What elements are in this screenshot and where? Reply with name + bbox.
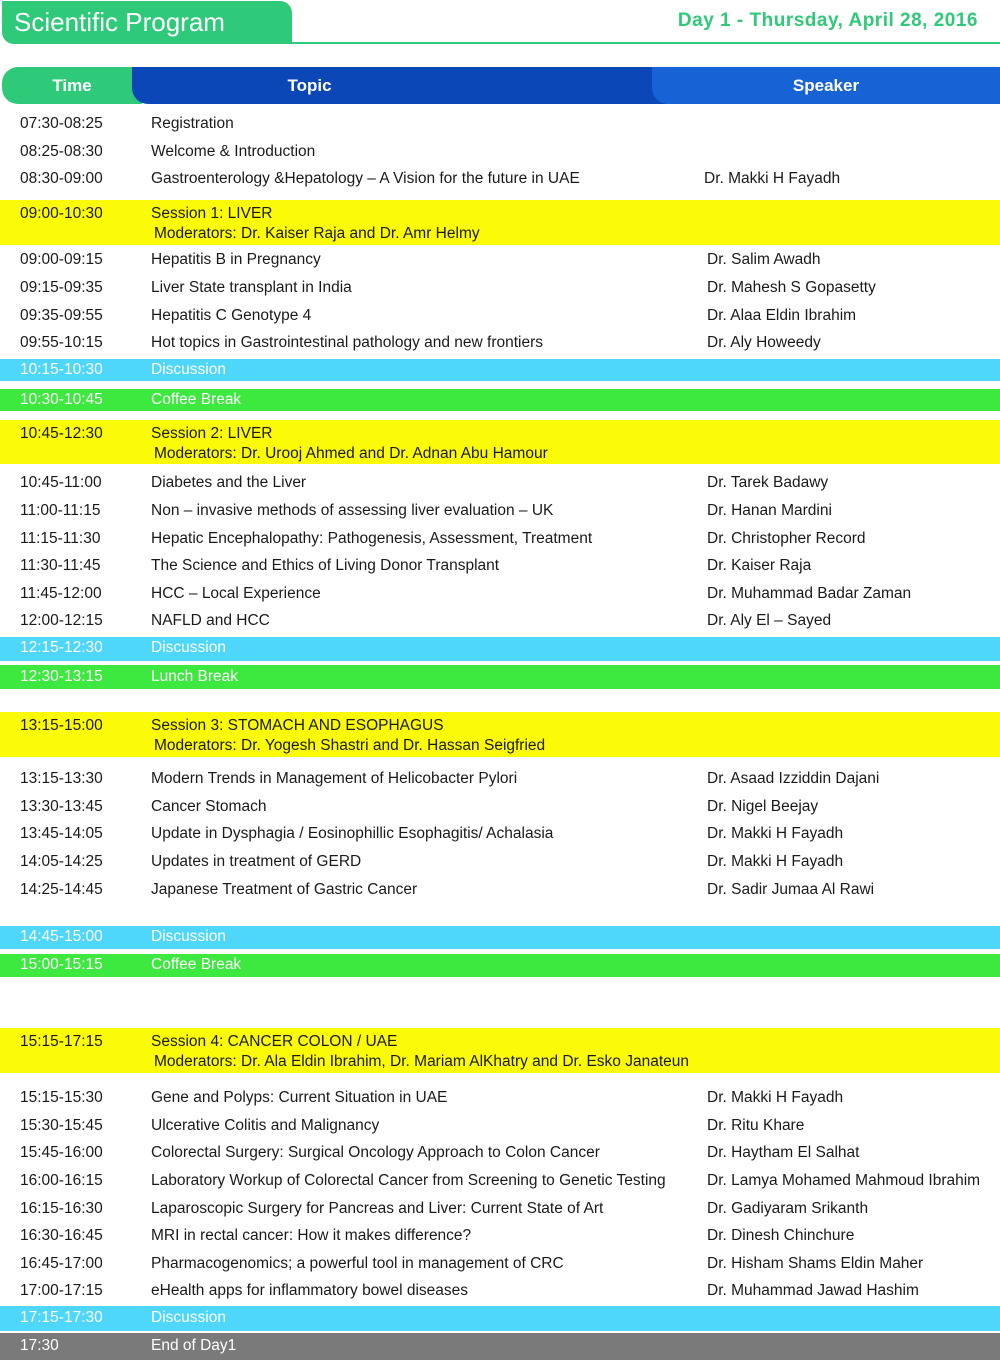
- schedule-row: [0, 880, 1000, 900]
- row-time: 16:15-16:30: [20, 1200, 103, 1217]
- row-time: 09:00-09:15: [20, 251, 103, 268]
- row-speaker: Dr. Makki H Fayadh: [707, 825, 844, 842]
- session-title: Session 4: CANCER COLON / UAE: [151, 1033, 398, 1050]
- program-title: Scientific Program: [2, 1, 292, 44]
- row-speaker: Dr. Makki H Fayadh: [707, 1089, 844, 1106]
- row-topic: Update in Dysphagia / Eosinophillic Esophagitis/ Achalasia: [151, 825, 554, 842]
- row-speaker: Dr. Muhammad Badar Zaman: [707, 585, 912, 602]
- row-topic: Gene and Polyps: Current Situation in UAE: [151, 1089, 448, 1106]
- schedule-row: [0, 824, 1000, 844]
- row-time: 12:30-13:15: [20, 668, 103, 685]
- row-topic: Hepatic Encephalopathy: Pathogenesis, Assessment, Treatment: [151, 530, 593, 547]
- row-time: 16:30-16:45: [20, 1227, 103, 1244]
- row-speaker: Dr. Hanan Mardini: [707, 502, 832, 519]
- schedule-row: [0, 556, 1000, 576]
- row-topic: Coffee Break: [151, 956, 242, 973]
- session-moderators: Moderators: Dr. Ala Eldin Ibrahim, Dr. Mariam AlKhatry and Dr. Esko Janateun: [154, 1053, 689, 1070]
- discussion-row: [0, 926, 1000, 949]
- break-row: [0, 389, 1000, 411]
- row-topic: HCC – Local Experience: [151, 585, 321, 602]
- row-time: 16:45-17:00: [20, 1255, 103, 1272]
- schedule-row: [0, 250, 1000, 270]
- row-topic: NAFLD and HCC: [151, 612, 270, 629]
- row-topic: Diabetes and the Liver: [151, 474, 307, 491]
- day-title: Day 1 - Thursday, April 28, 2016: [677, 10, 978, 31]
- schedule-row: [0, 278, 1000, 298]
- column-header-topic: Topic: [132, 67, 667, 104]
- session-title: Session 1: LIVER: [151, 205, 273, 222]
- schedule-row: [0, 611, 1000, 631]
- row-time: 17:30: [20, 1337, 59, 1354]
- row-topic: Liver State transplant in India: [151, 279, 352, 296]
- row-topic: Modern Trends in Management of Helicobacter Pylori: [151, 770, 518, 787]
- row-speaker: Dr. Salim Awadh: [707, 251, 821, 268]
- break-row: [0, 954, 1000, 977]
- row-time: 12:00-12:15: [20, 612, 103, 629]
- row-topic: Laboratory Workup of Colorectal Cancer from Screening to Genetic Testing: [151, 1172, 666, 1189]
- row-speaker: Dr. Kaiser Raja: [707, 557, 812, 574]
- row-speaker: Dr. Gadiyaram Srikanth: [707, 1200, 869, 1217]
- row-topic: Discussion: [151, 639, 226, 656]
- row-time: 14:25-14:45: [20, 881, 103, 898]
- schedule-row: [0, 797, 1000, 817]
- row-time: 10:15-10:30: [20, 361, 103, 378]
- row-topic: eHealth apps for inflammatory bowel diseases: [151, 1282, 469, 1299]
- break-row: [0, 665, 1000, 689]
- schedule-row: [0, 584, 1000, 604]
- row-topic: Laparoscopic Surgery for Pancreas and Liver: Current State of Art: [151, 1200, 604, 1217]
- row-topic: Discussion: [151, 1309, 226, 1326]
- row-topic: Lunch Break: [151, 668, 239, 685]
- schedule-row: [0, 1116, 1000, 1136]
- session-title: Session 2: LIVER: [151, 425, 273, 442]
- session-time: 09:00-10:30: [20, 205, 103, 222]
- schedule-row: [0, 1088, 1000, 1108]
- row-time: 13:15-13:30: [20, 770, 103, 787]
- session-moderators: Moderators: Dr. Urooj Ahmed and Dr. Adnan Abu Hamour: [154, 445, 548, 462]
- row-time: 15:00-15:15: [20, 956, 103, 973]
- row-time: 09:15-09:35: [20, 279, 103, 296]
- session-row: [0, 1028, 1000, 1073]
- session-moderators: Moderators: Dr. Yogesh Shastri and Dr. Hassan Seigfried: [154, 737, 546, 754]
- row-time: 12:15-12:30: [20, 639, 103, 656]
- row-speaker: Dr. Mahesh S Gopasetty: [707, 279, 876, 296]
- row-time: 13:45-14:05: [20, 825, 103, 842]
- row-speaker: Dr. Muhammad Jawad Hashim: [707, 1282, 919, 1299]
- row-time: 09:55-10:15: [20, 334, 103, 351]
- session-title: Session 3: STOMACH AND ESOPHAGUS: [151, 717, 444, 734]
- schedule-row: [0, 169, 1000, 189]
- schedule-row: [0, 501, 1000, 521]
- schedule-row: [0, 1171, 1000, 1191]
- schedule-row: [0, 1199, 1000, 1219]
- session-time: 15:15-17:15: [20, 1033, 103, 1050]
- row-topic: Welcome & Introduction: [151, 143, 316, 160]
- end-of-day-row: [0, 1333, 1000, 1360]
- session-time: 13:15-15:00: [20, 717, 103, 734]
- row-topic: Hot topics in Gastrointestinal pathology and new frontiers: [151, 334, 544, 351]
- row-topic: Cancer Stomach: [151, 798, 267, 815]
- row-topic: Japanese Treatment of Gastric Cancer: [151, 881, 418, 898]
- session-moderators: Moderators: Dr. Kaiser Raja and Dr. Amr Helmy: [154, 225, 480, 242]
- row-topic: Registration: [151, 115, 234, 132]
- row-topic: Updates in treatment of GERD: [151, 853, 362, 870]
- schedule-row: [0, 1143, 1000, 1163]
- discussion-row: [0, 359, 1000, 381]
- row-speaker: Dr. Christopher Record: [707, 530, 866, 547]
- row-time: 11:15-11:30: [20, 530, 101, 547]
- schedule-row: [0, 1226, 1000, 1246]
- row-topic: Coffee Break: [151, 391, 242, 408]
- schedule-row: [0, 1281, 1000, 1301]
- schedule-row: [0, 114, 1000, 134]
- row-topic: Hepatitis B in Pregnancy: [151, 251, 321, 268]
- column-header-time: Time: [2, 67, 142, 104]
- schedule-row: [0, 473, 1000, 493]
- row-topic: End of Day1: [151, 1337, 237, 1354]
- session-row: [0, 200, 1000, 245]
- row-topic: Pharmacogenomics; a powerful tool in management of CRC: [151, 1255, 564, 1272]
- row-time: 15:30-15:45: [20, 1117, 103, 1134]
- row-time: 13:30-13:45: [20, 798, 103, 815]
- row-topic: The Science and Ethics of Living Donor Transplant: [151, 557, 500, 574]
- row-time: 09:35-09:55: [20, 307, 103, 324]
- row-time: 08:30-09:00: [20, 170, 103, 187]
- row-time: 14:05-14:25: [20, 853, 103, 870]
- session-row: [0, 712, 1000, 757]
- discussion-row: [0, 637, 1000, 661]
- title-rule: [290, 42, 1000, 44]
- row-speaker: Dr. Dinesh Chinchure: [707, 1227, 855, 1244]
- schedule-row: [0, 529, 1000, 549]
- row-speaker: Dr. Alaa Eldin Ibrahim: [707, 307, 857, 324]
- session-time: 10:45-12:30: [20, 425, 103, 442]
- schedule-row: [0, 852, 1000, 872]
- schedule-row: [0, 142, 1000, 162]
- row-speaker: Dr. Makki H Fayadh: [707, 853, 844, 870]
- row-speaker: Dr. Lamya Mohamed Mahmoud Ibrahim: [707, 1172, 981, 1189]
- row-time: 10:30-10:45: [20, 391, 103, 408]
- row-speaker: Dr. Nigel Beejay: [707, 798, 819, 815]
- row-time: 11:45-12:00: [20, 585, 102, 602]
- row-speaker: Dr. Tarek Badawy: [707, 474, 829, 491]
- row-speaker: Dr. Sadir Jumaa Al Rawi: [707, 881, 875, 898]
- schedule-row: [0, 1254, 1000, 1274]
- row-time: 07:30-08:25: [20, 115, 103, 132]
- row-time: 14:45-15:00: [20, 928, 103, 945]
- row-speaker: Dr. Ritu Khare: [707, 1117, 805, 1134]
- row-topic: Discussion: [151, 361, 226, 378]
- row-speaker: Dr. Makki H Fayadh: [704, 170, 841, 187]
- row-speaker: Dr. Hisham Shams Eldin Maher: [707, 1255, 924, 1272]
- row-speaker: Dr. Asaad Izziddin Dajani: [707, 770, 880, 787]
- row-time: 08:25-08:30: [20, 143, 103, 160]
- row-speaker: Dr. Haytham El Salhat: [707, 1144, 860, 1161]
- row-topic: Non – invasive methods of assessing liver evaluation – UK: [151, 502, 554, 519]
- row-time: 16:00-16:15: [20, 1172, 103, 1189]
- discussion-row: [0, 1306, 1000, 1331]
- schedule-row: [0, 306, 1000, 326]
- row-topic: Ulcerative Colitis and Malignancy: [151, 1117, 380, 1134]
- row-time: 15:45-16:00: [20, 1144, 103, 1161]
- column-header-speaker: Speaker: [652, 67, 1000, 104]
- session-row: [0, 420, 1000, 464]
- row-time: 11:30-11:45: [20, 557, 101, 574]
- row-speaker: Dr. Aly El – Sayed: [707, 612, 832, 629]
- row-time: 17:15-17:30: [20, 1309, 103, 1326]
- schedule-row: [0, 333, 1000, 353]
- row-topic: Hepatitis C Genotype 4: [151, 307, 312, 324]
- row-topic: MRI in rectal cancer: How it makes difference?: [151, 1227, 472, 1244]
- row-topic: Gastroenterology &Hepatology – A Vision for the future in UAE: [151, 170, 580, 187]
- row-time: 10:45-11:00: [20, 474, 102, 491]
- row-topic: Colorectal Surgery: Surgical Oncology Approach to Colon Cancer: [151, 1144, 600, 1161]
- row-time: 15:15-15:30: [20, 1089, 103, 1106]
- row-time: 17:00-17:15: [20, 1282, 103, 1299]
- row-topic: Discussion: [151, 928, 226, 945]
- row-speaker: Dr. Aly Howeedy: [707, 334, 821, 351]
- row-time: 11:00-11:15: [20, 502, 101, 519]
- schedule-row: [0, 769, 1000, 789]
